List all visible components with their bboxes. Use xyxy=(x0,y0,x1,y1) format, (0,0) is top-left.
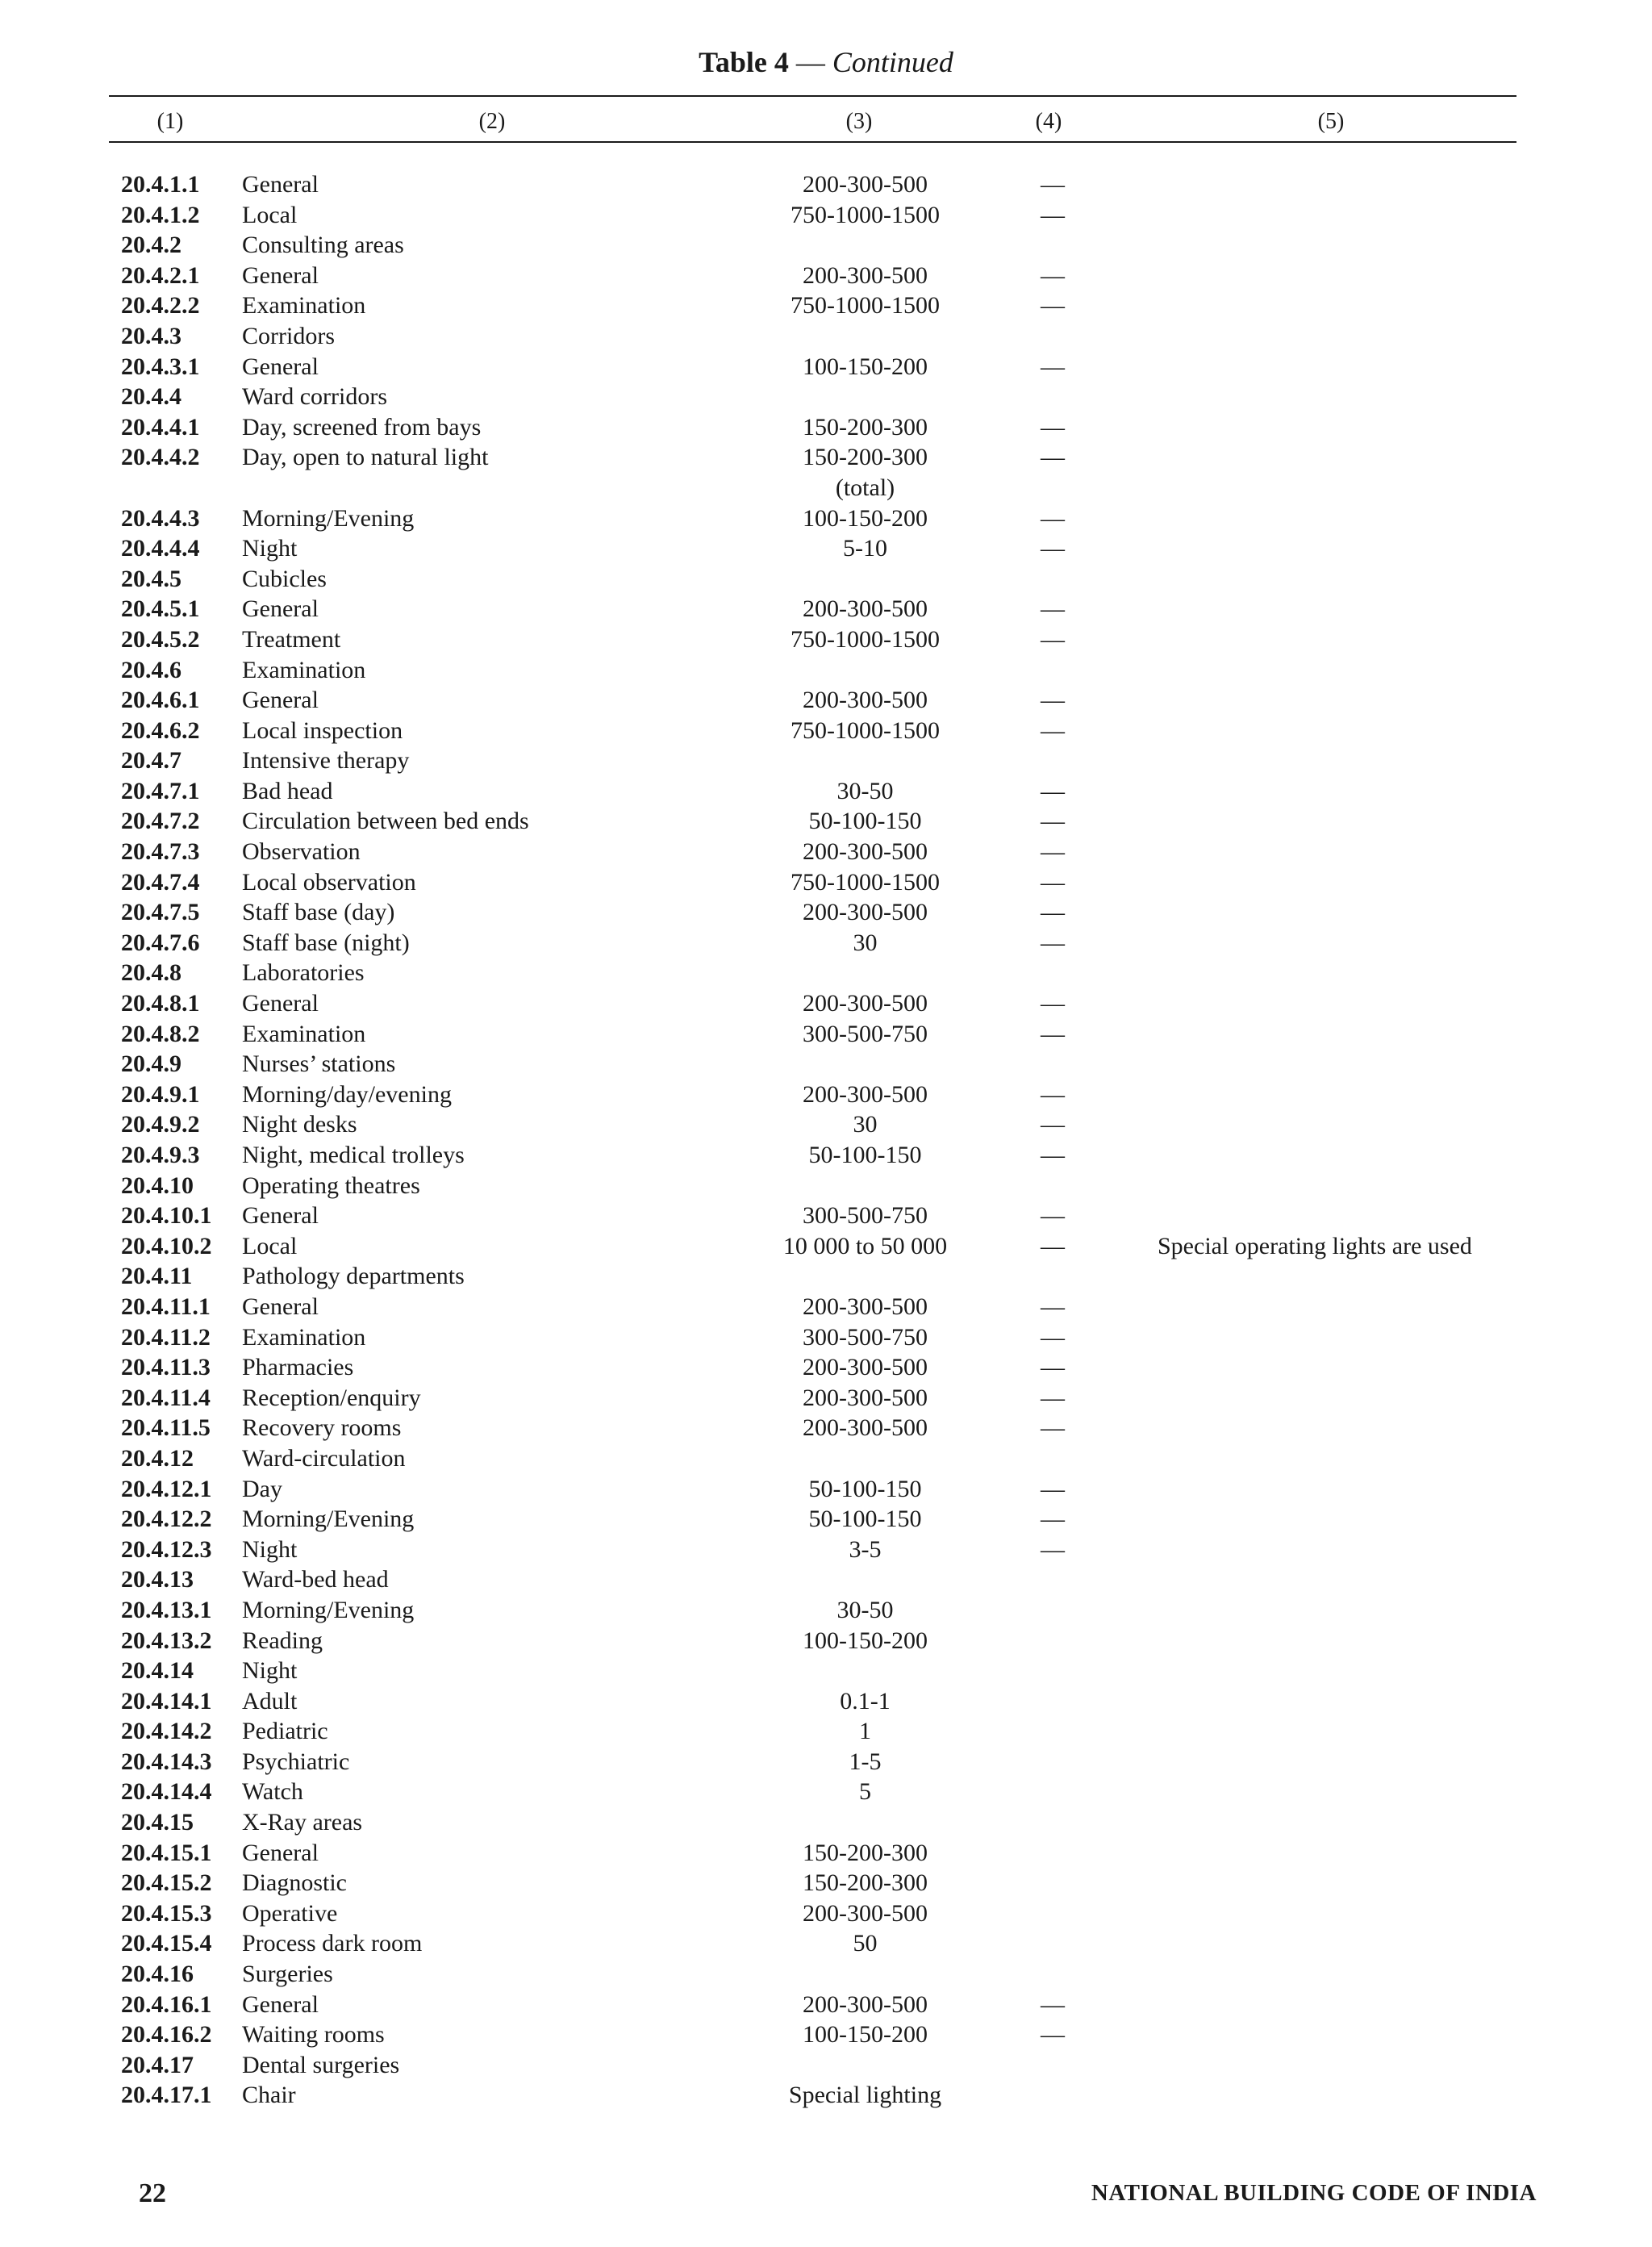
table-row xyxy=(0,1990,1652,2020)
table-row xyxy=(0,1716,1652,1747)
clause-number: 20.4.17.1 xyxy=(121,2082,212,2109)
illuminance-value: 200-300-500 xyxy=(803,1990,928,2018)
illuminance-value: 50-100-150 xyxy=(808,1506,922,1533)
table-row xyxy=(0,1413,1652,1443)
area-name: Ward corridors xyxy=(242,383,388,411)
clause-number: 20.4.8.2 xyxy=(121,1020,200,1047)
column-4-value: — xyxy=(1041,1111,1065,1138)
column-4-value: — xyxy=(1041,413,1065,441)
clause-number: 20.4.7.3 xyxy=(121,838,200,866)
area-name: Surgeries xyxy=(242,1961,333,1988)
clause-number: 20.4.17 xyxy=(121,2051,194,2078)
area-name: General xyxy=(242,1202,319,1230)
illuminance-value: 200-300-500 xyxy=(803,899,928,926)
table-row xyxy=(0,776,1652,807)
table-row xyxy=(0,1292,1652,1322)
area-name: Examination xyxy=(242,1323,366,1351)
clause-number: 20.4.9.3 xyxy=(121,1142,200,1168)
area-name: Dental surgeries xyxy=(242,2051,400,2078)
clause-number: 20.4.9.1 xyxy=(121,1080,200,1108)
table-row xyxy=(0,1959,1652,1990)
clause-number: 20.4.11.2 xyxy=(121,1323,211,1351)
area-name: General xyxy=(242,1293,319,1320)
clause-number: 20.4.16 xyxy=(121,1961,194,1988)
table-row xyxy=(0,897,1652,928)
area-name: Pathology departments xyxy=(242,1263,465,1290)
area-name: Day, screened from bays xyxy=(242,413,482,441)
area-name: Chair xyxy=(242,2082,296,2109)
clause-number: 20.4.16.1 xyxy=(121,1990,212,2018)
column-4-value: — xyxy=(1041,1475,1065,1502)
area-name: Staff base (day) xyxy=(242,899,395,926)
illuminance-value: 750-1000-1500 xyxy=(791,716,940,744)
area-name: General xyxy=(242,1839,319,1866)
clause-number: 20.4.15.3 xyxy=(121,1899,212,1927)
clause-number: 20.4.14.1 xyxy=(121,1687,212,1714)
illuminance-value: 50 xyxy=(853,1930,878,1957)
clause-number: 20.4.13.2 xyxy=(121,1627,212,1654)
clause-number: 20.4.3.1 xyxy=(121,353,200,380)
clause-number: 20.4.14 xyxy=(121,1657,194,1685)
area-name: Night xyxy=(242,535,298,562)
area-name: Staff base (night) xyxy=(242,929,410,956)
area-name: Local inspection xyxy=(242,716,403,744)
column-4-value: — xyxy=(1041,1142,1065,1168)
illuminance-value: 1 xyxy=(859,1718,871,1745)
area-name: Treatment xyxy=(242,625,341,653)
clause-number: 20.4.2.2 xyxy=(121,292,200,320)
table-row xyxy=(0,806,1652,837)
area-name: General xyxy=(242,595,319,623)
clause-number: 20.4.5 xyxy=(121,565,181,592)
table-row xyxy=(0,1838,1652,1869)
area-name: Morning/Evening xyxy=(242,504,415,532)
area-name: Corridors xyxy=(242,322,335,349)
clause-number: 20.4.7 xyxy=(121,747,181,775)
table-row xyxy=(0,1474,1652,1505)
illuminance-value: 30 xyxy=(853,1111,878,1138)
clause-number: 20.4.7.5 xyxy=(121,899,200,926)
area-name: Ward-circulation xyxy=(242,1444,406,1472)
clause-number: 20.4.8.1 xyxy=(121,990,200,1017)
table-row xyxy=(0,1322,1652,1353)
table-row xyxy=(0,352,1652,382)
table-row xyxy=(0,655,1652,686)
table-row xyxy=(0,442,1652,473)
area-name: Operating theatres xyxy=(242,1172,420,1199)
table-title xyxy=(0,40,1652,84)
table-row xyxy=(0,1383,1652,1414)
clause-number: 20.4.13.1 xyxy=(121,1596,212,1623)
column-4-value: — xyxy=(1041,1414,1065,1442)
column-4-value: — xyxy=(1041,1080,1065,1108)
table-row xyxy=(0,1777,1652,1807)
illuminance-value: 50-100-150 xyxy=(808,1142,922,1168)
clause-number: 20.4.12.1 xyxy=(121,1475,212,1502)
area-name: Psychiatric xyxy=(242,1748,350,1775)
area-name: Local observation xyxy=(242,868,416,896)
column-4-value: — xyxy=(1041,1354,1065,1381)
column-header-5: (5) xyxy=(1317,109,1345,134)
clause-number: 20.4.4.1 xyxy=(121,413,200,441)
table-top-rule xyxy=(109,95,1516,97)
illuminance-value: 5-10 xyxy=(843,535,887,562)
illuminance-value: 200-300-500 xyxy=(803,1080,928,1108)
table-row xyxy=(0,624,1652,655)
area-name: Operative xyxy=(242,1899,338,1927)
column-4-value: — xyxy=(1041,353,1065,380)
illuminance-value: 750-1000-1500 xyxy=(791,868,940,896)
clause-number: 20.4.1.2 xyxy=(121,201,200,228)
table-row xyxy=(0,1504,1652,1535)
clause-number: 20.4.9 xyxy=(121,1050,181,1078)
clause-number: 20.4.11.1 xyxy=(121,1293,211,1320)
table-row xyxy=(0,1352,1652,1383)
column-4-value: — xyxy=(1041,1384,1065,1411)
column-4-value: — xyxy=(1041,838,1065,866)
table-row xyxy=(0,958,1652,988)
table-row xyxy=(0,1626,1652,1656)
area-name: Examination xyxy=(242,656,366,683)
clause-number: 20.4.10.2 xyxy=(121,1232,212,1259)
clause-number: 20.4.5.2 xyxy=(121,625,200,653)
table-row xyxy=(0,685,1652,716)
page-number: 22 xyxy=(139,2178,166,2208)
clause-number: 20.4.7.2 xyxy=(121,808,200,835)
area-name: Morning/Evening xyxy=(242,1506,415,1533)
area-name: General xyxy=(242,353,319,380)
illuminance-value: 5 xyxy=(859,1778,871,1806)
clause-number: 20.4.15.4 xyxy=(121,1930,212,1957)
table-row xyxy=(0,1868,1652,1898)
column-4-value: — xyxy=(1041,1202,1065,1230)
clause-number: 20.4.3 xyxy=(121,322,181,349)
column-header-4: (4) xyxy=(1035,109,1062,134)
table-row xyxy=(0,1019,1652,1050)
table-row xyxy=(0,2080,1652,2111)
table-row xyxy=(0,503,1652,534)
table-row xyxy=(0,412,1652,443)
table-row xyxy=(0,1656,1652,1686)
clause-number: 20.4.4.4 xyxy=(121,535,200,562)
column-4-value: — xyxy=(1041,716,1065,744)
column-4-value: — xyxy=(1041,201,1065,228)
table-row xyxy=(0,1201,1652,1231)
table-row xyxy=(0,382,1652,412)
table-row xyxy=(0,1171,1652,1201)
clause-number: 20.4.7.6 xyxy=(121,929,200,956)
column-4-value: — xyxy=(1041,929,1065,956)
area-name: Morning/Evening xyxy=(242,1596,415,1623)
area-name: General xyxy=(242,1990,319,2018)
table-row xyxy=(0,1535,1652,1565)
area-name: Night desks xyxy=(242,1111,357,1138)
clause-number: 20.4.15.1 xyxy=(121,1839,212,1866)
area-name: Night xyxy=(242,1535,298,1563)
area-name: Intensive therapy xyxy=(242,747,410,775)
area-name: Day, open to natural light xyxy=(242,444,489,471)
column-4-value: — xyxy=(1041,777,1065,804)
area-name: X-Ray areas xyxy=(242,1809,363,1836)
table-row xyxy=(0,988,1652,1019)
area-name: Night, medical trolleys xyxy=(242,1142,465,1168)
area-name: Morning/day/evening xyxy=(242,1080,452,1108)
column-4-value: — xyxy=(1041,1020,1065,1047)
area-name: Local xyxy=(242,1232,298,1259)
column-4-value: — xyxy=(1041,1323,1065,1351)
table-row xyxy=(0,1898,1652,1929)
clause-number: 20.4.12.2 xyxy=(121,1506,212,1533)
area-name: Waiting rooms xyxy=(242,2021,385,2049)
illuminance-value: 200-300-500 xyxy=(803,171,928,198)
area-name: Bad head xyxy=(242,777,333,804)
column-4-value: — xyxy=(1041,292,1065,320)
illuminance-value: 50-100-150 xyxy=(808,808,922,835)
area-name: Nurses’ stations xyxy=(242,1050,396,1078)
clause-number: 20.4.11.4 xyxy=(121,1384,211,1411)
column-4-value: — xyxy=(1041,171,1065,198)
illuminance-value: 200-300-500 xyxy=(803,1293,928,1320)
illuminance-value: 50-100-150 xyxy=(808,1475,922,1502)
table-row xyxy=(0,1049,1652,1080)
area-name: Laboratories xyxy=(242,959,365,987)
column-4-value: — xyxy=(1041,2021,1065,2049)
illuminance-value: 10 000 to 50 000 xyxy=(782,1232,948,1259)
illuminance-value: 100-150-200 xyxy=(803,2021,928,2049)
clause-number: 20.4.4 xyxy=(121,383,181,411)
clause-number: 20.4.15.2 xyxy=(121,1869,212,1897)
illuminance-value: 100-150-200 xyxy=(803,1627,928,1654)
clause-number: 20.4.14.3 xyxy=(121,1748,212,1775)
column-4-value: — xyxy=(1041,1535,1065,1563)
illuminance-value: 200-300-500 xyxy=(803,595,928,623)
table-row xyxy=(0,2019,1652,2050)
area-name: Recovery rooms xyxy=(242,1414,402,1442)
table-row xyxy=(0,564,1652,595)
column-4-value: — xyxy=(1041,1990,1065,2018)
area-name: Diagnostic xyxy=(242,1869,347,1897)
column-4-value: — xyxy=(1041,444,1065,471)
table-row xyxy=(0,169,1652,200)
area-name: Local xyxy=(242,201,298,228)
column-header-3: (3) xyxy=(845,109,873,134)
clause-number: 20.4.11.5 xyxy=(121,1414,211,1442)
area-name: Reception/enquiry xyxy=(242,1384,421,1411)
clause-number: 20.4.12 xyxy=(121,1444,194,1472)
table-row xyxy=(0,1564,1652,1595)
table-row xyxy=(0,716,1652,746)
area-name: Watch xyxy=(242,1778,303,1806)
clause-number: 20.4.14.4 xyxy=(121,1778,212,1806)
clause-number: 20.4.4.3 xyxy=(121,504,200,532)
illuminance-value: 30-50 xyxy=(836,777,894,804)
table-row xyxy=(0,928,1652,959)
area-name: Pharmacies xyxy=(242,1354,354,1381)
table-row xyxy=(0,321,1652,352)
table-header-rule xyxy=(109,141,1516,143)
clause-number: 20.4.15 xyxy=(121,1809,194,1836)
illuminance-value: 3-5 xyxy=(849,1535,882,1563)
area-name: General xyxy=(242,687,319,714)
clause-number: 20.4.13 xyxy=(121,1566,194,1593)
area-name: Adult xyxy=(242,1687,298,1714)
illuminance-value: 200-300-500 xyxy=(803,261,928,289)
illuminance-value: 150-200-300 xyxy=(803,413,928,441)
table-row xyxy=(0,1686,1652,1717)
table-body xyxy=(0,169,1652,2111)
illuminance-value: 300-500-750 xyxy=(803,1323,928,1351)
area-name: Process dark room xyxy=(242,1930,423,1957)
illuminance-value: 100-150-200 xyxy=(803,353,928,380)
illuminance-value: 150-200-300 xyxy=(803,1869,928,1897)
area-name: Day xyxy=(242,1475,282,1502)
clause-number: 20.4.4.2 xyxy=(121,444,200,471)
area-name: Examination xyxy=(242,292,366,320)
illuminance-value: 200-300-500 xyxy=(803,687,928,714)
column-4-value: — xyxy=(1041,868,1065,896)
clause-number: 20.4.5.1 xyxy=(121,595,200,623)
table-row xyxy=(0,1595,1652,1626)
table-row xyxy=(0,230,1652,261)
title-dash: — xyxy=(795,46,832,78)
area-name: Observation xyxy=(242,838,361,866)
table-row xyxy=(0,1443,1652,1474)
illuminance-value: 0.1-1 xyxy=(840,1687,891,1714)
table-row xyxy=(0,200,1652,231)
column-4-value: — xyxy=(1041,1506,1065,1533)
table-row xyxy=(0,290,1652,321)
column-4-value: — xyxy=(1041,1293,1065,1320)
clause-number: 20.4.6.1 xyxy=(121,687,200,714)
table-row xyxy=(0,837,1652,867)
table-title-continued: Continued xyxy=(832,46,953,78)
area-name: Circulation between bed ends xyxy=(242,808,529,835)
illuminance-value: 300-500-750 xyxy=(803,1202,928,1230)
column-4-value: — xyxy=(1041,899,1065,926)
column-4-value: — xyxy=(1041,1232,1065,1259)
table-row xyxy=(0,2050,1652,2081)
illuminance-value: 100-150-200 xyxy=(803,504,928,532)
column-4-value: — xyxy=(1041,535,1065,562)
table-row xyxy=(0,533,1652,564)
column-4-value: — xyxy=(1041,625,1065,653)
area-name: Consulting areas xyxy=(242,232,404,259)
illuminance-value: 150-200-300 xyxy=(803,444,928,471)
illuminance-value: 200-300-500 xyxy=(803,838,928,866)
table-row xyxy=(0,1261,1652,1292)
illuminance-value: 1-5 xyxy=(849,1748,882,1775)
clause-number: 20.4.8 xyxy=(121,959,181,987)
illuminance-value: 30 xyxy=(853,929,878,956)
illuminance-value: (total) xyxy=(835,474,895,501)
table-row xyxy=(0,1140,1652,1171)
illuminance-value: 750-1000-1500 xyxy=(791,201,940,228)
clause-number: 20.4.6.2 xyxy=(121,716,200,744)
area-name: Ward-bed head xyxy=(242,1566,389,1593)
illuminance-value: 750-1000-1500 xyxy=(791,292,940,320)
clause-number: 20.4.14.2 xyxy=(121,1718,212,1745)
column-4-value: — xyxy=(1041,595,1065,623)
area-name: General xyxy=(242,171,319,198)
column-4-value: — xyxy=(1041,808,1065,835)
illuminance-value: 30-50 xyxy=(836,1596,894,1623)
area-name: Examination xyxy=(242,1020,366,1047)
table-row xyxy=(0,1080,1652,1110)
area-name: Pediatric xyxy=(242,1718,328,1745)
clause-number: 20.4.7.4 xyxy=(121,868,200,896)
column-header-2: (2) xyxy=(478,109,506,134)
illuminance-value: 200-300-500 xyxy=(803,990,928,1017)
illuminance-value: Special lighting xyxy=(788,2082,942,2109)
clause-number: 20.4.10 xyxy=(121,1172,194,1199)
area-name: General xyxy=(242,261,319,289)
clause-number: 20.4.6 xyxy=(121,656,181,683)
publication-title: NATIONAL BUILDING CODE OF INDIA xyxy=(1091,2180,1537,2206)
clause-number: 20.4.10.1 xyxy=(121,1202,212,1230)
column-4-value: — xyxy=(1041,990,1065,1017)
area-name: Cubicles xyxy=(242,565,327,592)
clause-number: 20.4.9.2 xyxy=(121,1111,200,1138)
column-header-1: (1) xyxy=(156,109,184,134)
remarks: Special operating lights are used xyxy=(1158,1232,1472,1259)
table-row xyxy=(0,1231,1652,1262)
table-row xyxy=(0,867,1652,898)
table-row xyxy=(0,746,1652,776)
illuminance-value: 750-1000-1500 xyxy=(791,625,940,653)
column-4-value: — xyxy=(1041,261,1065,289)
clause-number: 20.4.11.3 xyxy=(121,1354,211,1381)
column-4-value: — xyxy=(1041,687,1065,714)
table-row xyxy=(0,1928,1652,1959)
illuminance-value: 150-200-300 xyxy=(803,1839,928,1866)
illuminance-value: 200-300-500 xyxy=(803,1414,928,1442)
area-name: Reading xyxy=(242,1627,323,1654)
illuminance-value: 200-300-500 xyxy=(803,1384,928,1411)
table-row xyxy=(0,473,1652,503)
clause-number: 20.4.2 xyxy=(121,232,181,259)
table-row xyxy=(0,1109,1652,1140)
column-4-value: — xyxy=(1041,504,1065,532)
illuminance-value: 200-300-500 xyxy=(803,1354,928,1381)
table-row xyxy=(0,1747,1652,1777)
table-row xyxy=(0,1807,1652,1838)
clause-number: 20.4.11 xyxy=(121,1263,193,1290)
clause-number: 20.4.2.1 xyxy=(121,261,200,289)
table-row xyxy=(0,261,1652,291)
area-name: Night xyxy=(242,1657,298,1685)
clause-number: 20.4.16.2 xyxy=(121,2021,212,2049)
clause-number: 20.4.1.1 xyxy=(121,171,200,198)
area-name: General xyxy=(242,990,319,1017)
illuminance-value: 300-500-750 xyxy=(803,1020,928,1047)
illuminance-value: 200-300-500 xyxy=(803,1899,928,1927)
clause-number: 20.4.7.1 xyxy=(121,777,200,804)
clause-number: 20.4.12.3 xyxy=(121,1535,212,1563)
table-title-main: Table 4 xyxy=(699,46,789,78)
table-row xyxy=(0,594,1652,624)
